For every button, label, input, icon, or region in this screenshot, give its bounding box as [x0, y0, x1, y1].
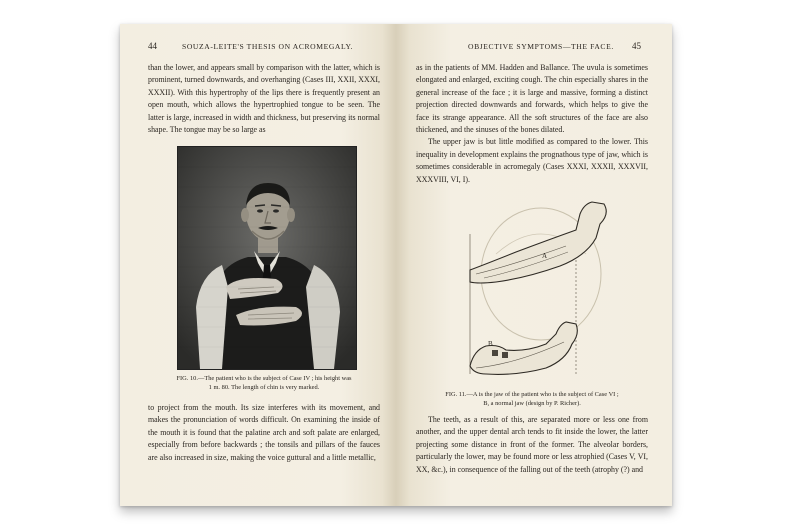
right-caption-line-1: FIG. 11.—A is the jaw of the patient who is the subject of Case VI ; — [445, 391, 619, 398]
left-top-paragraph: than the lower, and appears small by comparison with the latter, which is prominent, turned downwards, and overhanging (Cases III, XXII, XXXI, XXXII). With this hypertrophy of the lips there is frequently present an open mouth, which allows the hypertrophied tongue to be seen. The latter is large, increased in width and thickness, but preserving its normal shape. The tongue may be so large as — [148, 63, 380, 135]
right-running-head: OBJECTIVE SYMPTOMS—THE FACE. — [468, 42, 614, 51]
jaw-figure — [456, 174, 626, 384]
patient-photograph — [177, 146, 357, 370]
right-paragraph-1: as in the patients of MM. Hadden and Ballance. The uvula is sometimes elongated and enlarged, exciting cough. The chin especially shares in the general increase of the face ; it is large and massive, forming a distinct projection directed downwards and forwards, which helps to give the face its strange appearance. All the soft structures of the face are also thickened, and the sinuses of the bones dilated. — [416, 63, 648, 135]
right-figure-caption — [416, 390, 648, 408]
patient-figure-illustration — [178, 147, 356, 369]
jaw-drawings — [456, 174, 626, 384]
jaw-a-outline — [470, 202, 606, 283]
left-page-number: 44 — [148, 41, 157, 51]
jaw-label-a: A — [542, 252, 548, 260]
left-bottom-paragraph: to project from the mouth. Its size interferes with its movement, and makes the pronunciation of words difficult. On examining the inside of the mouth it is found that the palatine arch and soft palate are enlarged, especially from before backwards ; the tonsils and pillars of the fauces are also increased in size, making the voice guttural and a little metallic, — [148, 403, 380, 462]
open-book — [120, 24, 672, 506]
left-caption-line-1: FIG. 10.—The patient who is the subject of Case IV ; his height was — [176, 375, 352, 382]
left-page — [120, 24, 396, 506]
left-caption-line-2: 1 m. 80. The length of chin is very marked. — [208, 384, 320, 391]
right-bottom-paragraph: The teeth, as a result of this, are separated more or less one from another, and the upper dental arch tends to fit inside the lower, the latter projecting some distance in front of the former. The alveolar borders, particularly the lower, may be found more or less atrophied (Cases V, VI, XX, &c.), in consequence of the falling out of the teeth (atrophy (?) and — [416, 415, 648, 474]
left-running-head: SOUZA-LEITE'S THESIS ON ACROMEGALY. — [182, 42, 354, 51]
left-figure-caption — [148, 374, 380, 392]
right-page-number: 45 — [632, 41, 641, 51]
right-top-paragraphs — [416, 62, 648, 186]
right-paragraph-2: The upper jaw is but little modified as compared to the lower. This inequality in development explains the prognathous type of jaw, which is sometimes considerable in acromegaly (Cases XXXI, XXXII, XXXVII, XXXVIII, VI, I). — [416, 137, 648, 184]
jaw-label-b: B — [488, 340, 493, 348]
right-page — [396, 24, 672, 506]
right-caption-line-2: B, a normal jaw (design by P. Richer). — [483, 400, 581, 407]
